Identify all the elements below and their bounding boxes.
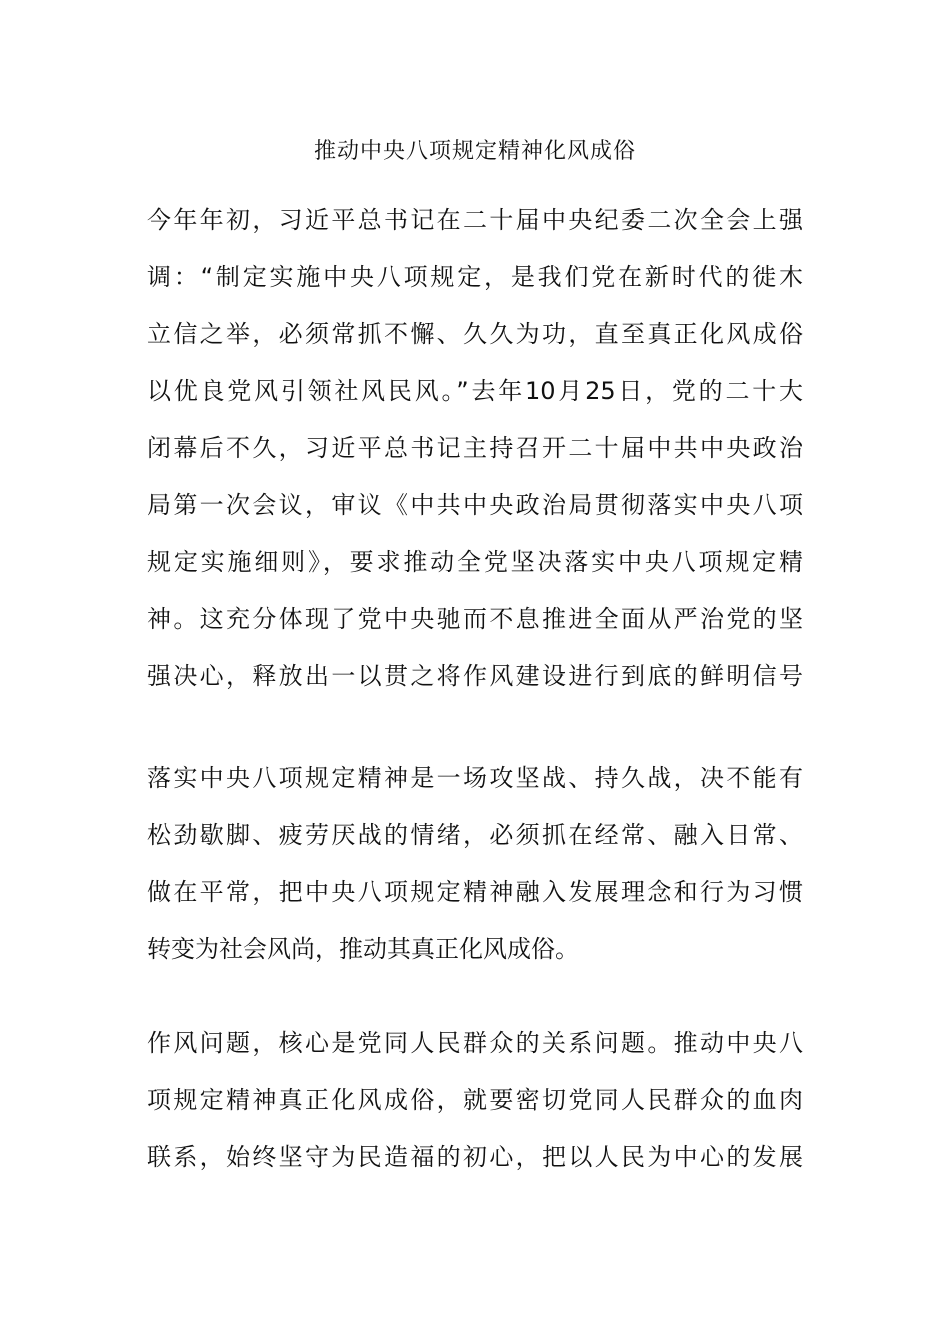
text-line: 立信之举，必须常抓不懈、久久为功，直至真正化风成俗 bbox=[147, 320, 803, 348]
document-title: 推动中央八项规定精神化风成俗 bbox=[313, 139, 636, 164]
text-line: 落实中央八项规定精神是一场攻坚战、持久战，决不能有 bbox=[147, 764, 803, 792]
text-line: 调：“制定实施中央八项规定，是我们党在新时代的徙木 bbox=[147, 263, 803, 291]
paragraph-2 bbox=[147, 750, 803, 978]
text-line: 做在平常，把中央八项规定精神融入发展理念和行为习惯 bbox=[147, 878, 803, 906]
text-line: 规定实施细则》，要求推动全党坚决落实中央八项规定精 bbox=[147, 548, 803, 576]
text-line: 神。这充分体现了党中央驰而不息推进全面从严治党的坚 bbox=[147, 605, 803, 633]
paragraph-3 bbox=[147, 1015, 803, 1186]
text-line: 局第一次会议，审议《中共中央政治局贯彻落实中央八项 bbox=[147, 491, 803, 519]
text-line: 项规定精神真正化风成俗，就要密切党同人民群众的血肉 bbox=[147, 1086, 803, 1114]
text-line: 转变为社会风尚，推动其真正化风成俗。 bbox=[147, 935, 579, 963]
text-line: 联系，始终坚守为民造福的初心，把以人民为中心的发展 bbox=[147, 1143, 803, 1171]
text-line: 今年年初，习近平总书记在二十届中央纪委二次全会上强 bbox=[147, 206, 803, 234]
text-line: 以优良党风引领社风民风。”去年10月25日，党的二十大 bbox=[147, 377, 803, 405]
text-line: 强决心，释放出一以贯之将作风建设进行到底的鲜明信号 bbox=[147, 662, 803, 690]
paragraph-1 bbox=[147, 192, 803, 705]
text-line: 松劲歇脚、疲劳厌战的情绪，必须抓在经常、融入日常、 bbox=[147, 821, 803, 849]
text-line: 作风问题，核心是党同人民群众的关系问题。推动中央八 bbox=[147, 1029, 803, 1057]
text-line: 闭幕后不久，习近平总书记主持召开二十届中共中央政治 bbox=[147, 434, 803, 462]
